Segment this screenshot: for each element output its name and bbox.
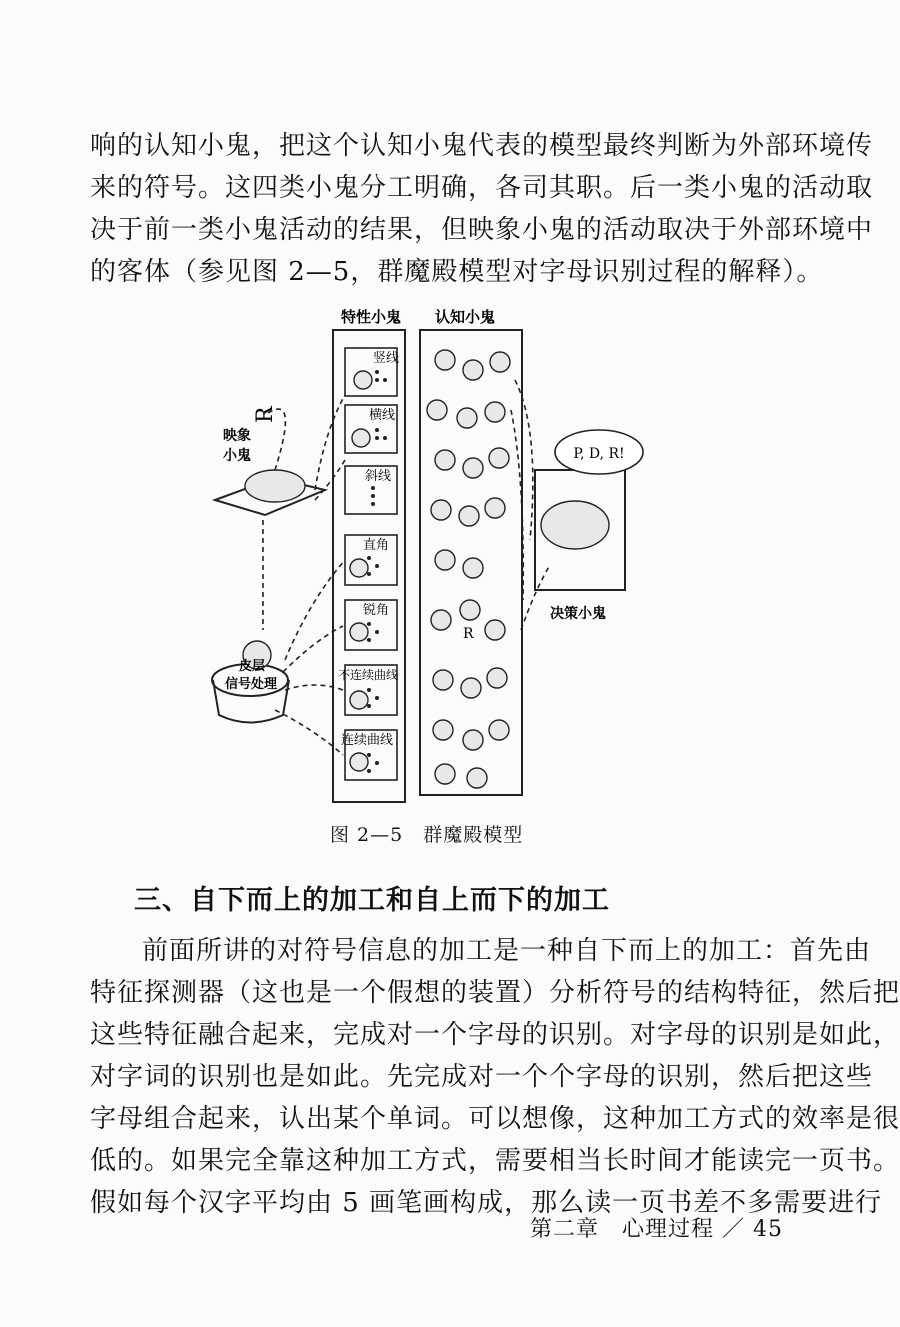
feature-label: 连续曲线: [341, 733, 394, 748]
feature-column-frame: [333, 330, 405, 802]
cortex-label-1: 皮层: [239, 659, 266, 674]
text-line: 特征探测器（这也是一个假想的装置）分析符号的结构特征，然后把: [90, 978, 900, 1008]
text-line: 前面所讲的对符号信息的加工是一种自下而上的加工：首先由: [142, 936, 872, 966]
pandemonium-figure: [205, 300, 645, 810]
decision-demon-label: 决策小鬼: [550, 606, 606, 622]
text-line: 假如每个汉字平均由 5 画笔画构成，那么读一页书差不多需要进行: [90, 1188, 883, 1218]
figure-caption: 图 2—5 群魔殿模型: [330, 824, 524, 846]
speech-bubble-text: P, D, R!: [573, 446, 625, 462]
top-paragraph: [90, 125, 874, 293]
text-line: 来的符号。这四类小鬼分工明确，各司其职。后一类小鬼的活动取: [90, 173, 874, 203]
page-footer: 第二章 心理过程 ／ 45: [530, 1217, 783, 1242]
feature-label: 直角: [363, 538, 390, 553]
text-line: 字母组合起来，认出某个单词。可以想像，这种加工方式的效率是很: [90, 1104, 900, 1134]
text-line: 对字词的识别也是如此。先完成对一个个字母的识别，然后把这些: [90, 1062, 874, 1092]
image-demon-label-1: 映象: [223, 428, 251, 444]
feature-label: 竖线: [373, 351, 400, 366]
cognitive-demons-label: 认知小鬼: [435, 308, 496, 326]
section-heading: 三、自下而上的加工和自上而下的加工: [134, 885, 610, 916]
body-paragraph: [90, 930, 900, 1224]
text-line: 低的。如果完全靠这种加工方式，需要相当长时间才能读完一页书。: [90, 1146, 900, 1176]
feature-label: 横线: [369, 408, 396, 423]
feature-label: 不连续曲线: [338, 668, 399, 682]
text-line: 响的认知小鬼，把这个认知小鬼代表的模型最终判断为外部环境传: [90, 131, 874, 161]
text-line: 这些特征融合起来，完成对一个字母的识别。对字母的识别是如此，: [90, 1020, 900, 1050]
feature-label: 锐角: [363, 603, 390, 618]
letter-on-demon: R: [463, 626, 474, 642]
text-line: 决于前一类小鬼活动的结果，但映象小鬼的活动取决于外部环境中: [90, 215, 874, 245]
cortex-label-2: 信号处理: [225, 677, 278, 692]
image-demon-label-2: 小鬼: [223, 448, 251, 464]
input-letter: R: [253, 406, 278, 423]
feature-demons-label: 特性小鬼: [341, 308, 402, 326]
text-line: 的客体（参见图 2—5，群魔殿模型对字母识别过程的解释）。: [90, 257, 824, 287]
feature-label: 斜线: [365, 469, 392, 484]
